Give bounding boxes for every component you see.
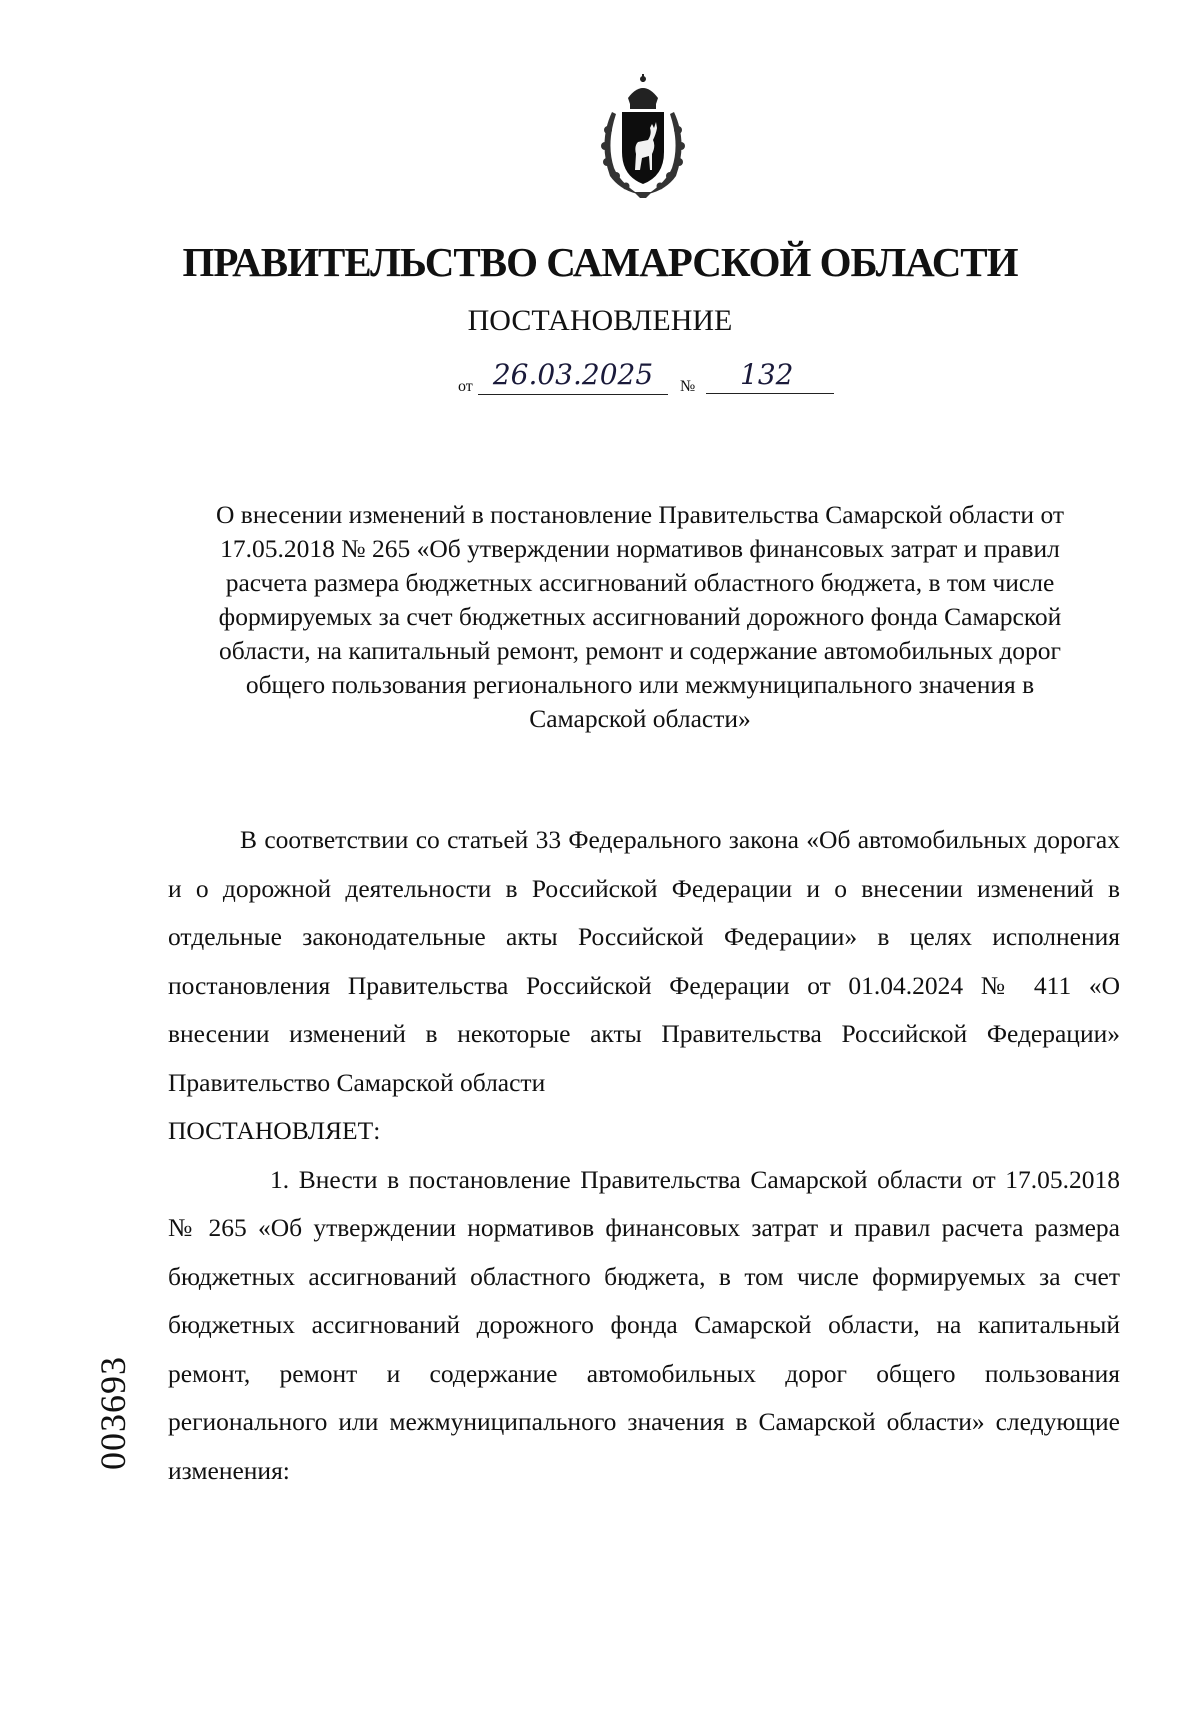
crown-icon xyxy=(628,74,658,109)
samara-coat-of-arms-icon xyxy=(590,72,696,198)
number-prefix: № xyxy=(680,378,696,395)
decree-word: ПОСТАНОВЛЯЕТ: xyxy=(168,1116,381,1145)
handwritten-date: 26.03.2025 xyxy=(478,356,668,395)
government-title: ПРАВИТЕЛЬСТВО САМАРСКОЙ ОБЛАСТИ xyxy=(182,239,1018,285)
preamble-paragraph: В соответствии со статьей 33 Федерального закона «Об автомобильных дорогах и о дорожной деятельности в Российской Федерации и о внесении изменений в отдельные законодательные акты Российской Федерации» в целях исполнения постановления Правительства Российской Федерации от 01.04.2024 № 411 «О внесении изменений в некоторые акты Правительства Российской Федерации» Правительство Самарской области xyxy=(168,825,1120,1097)
handwritten-number: 132 xyxy=(706,356,834,394)
document-subject: О внесении изменений в постановление Правительства Самарской области от 17.05.2018 № 265 «Об утверждении нормативов финансовых затрат и правил расчета размера бюджетных ассигнований областного бюджета, в том числе формируемых за счет бюджетных ассигнований дорожного фонда Самарской области, на капитальный ремонт, ремонт и содержание автомобильных дорог общего пользования регионального или межмуниципального значения в Самарской области» xyxy=(215,500,1064,733)
document-type: ПОСТАНОВЛЕНИЕ xyxy=(467,304,733,337)
side-serial-number: 003693 xyxy=(93,1356,133,1470)
document-body xyxy=(168,816,1120,1495)
shield-icon xyxy=(622,112,664,184)
item-1-paragraph: 1. Внести в постановление Правительства Самарской области от 17.05.2018 № 265 «Об утверждении нормативов финансовых затрат и правил расчета размера бюджетных ассигнований областного бюджета, в том числе формируемых за счет бюджетных ассигнований дорожного фонда Самарской области, на капитальный ремонт, ремонт и содержание автомобильных дорог общего пользования регионального или межмуниципального значения в Самарской области» следующие изменения: xyxy=(168,1164,1120,1485)
document-reference xyxy=(458,356,858,402)
date-prefix: от xyxy=(458,378,473,395)
